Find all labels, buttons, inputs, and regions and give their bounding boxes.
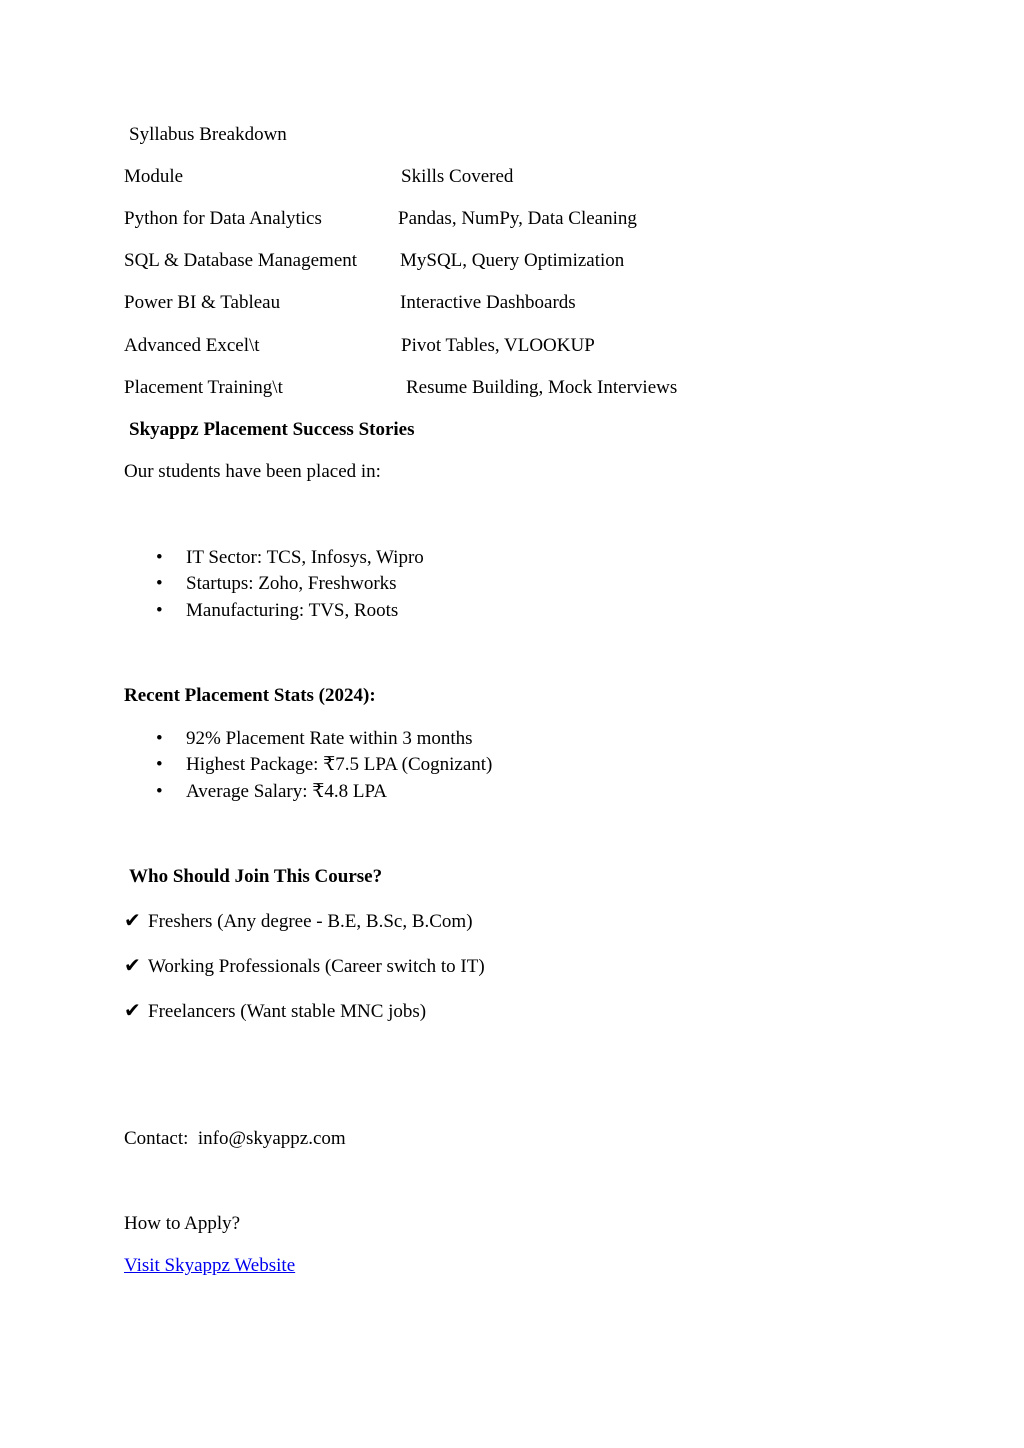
syllabus-row-module: Python for Data Analytics [124,208,322,229]
syllabus-row-skills: Pivot Tables, VLOOKUP [401,335,595,356]
list-item-label: Freelancers (Want stable MNC jobs) [148,1001,427,1022]
checkmark-icon: ✔ [124,953,141,977]
checkmark-icon: ✔ [124,998,141,1022]
syllabus-row-skills: Resume Building, Mock Interviews [406,377,678,398]
syllabus-title: Syllabus Breakdown [129,124,287,145]
visit-website-link[interactable]: Visit Skyappz Website [124,1255,296,1276]
syllabus-row-skills: Pandas, NumPy, Data Cleaning [398,208,637,229]
list-item [124,954,485,978]
syllabus-row-module: Power BI & Tableau [124,292,281,313]
bullet-icon: • [156,728,163,749]
syllabus-header-module: Module [124,166,184,187]
list-item [124,909,473,933]
syllabus-row-module: Advanced Excel\t [124,335,260,356]
list-item-label: Freshers (Any degree - B.E, B.Sc, B.Com) [148,911,473,932]
stats-title: Recent Placement Stats (2024): [124,685,376,706]
bullet-icon: • [156,573,163,594]
list-item: Manufacturing: TVS, Roots [186,600,399,621]
syllabus-row-skills: MySQL, Query Optimization [400,250,625,271]
list-item: Highest Package: ₹7.5 LPA (Cognizant) [186,754,493,775]
list-item: 92% Placement Rate within 3 months [186,728,473,749]
list-item: IT Sector: TCS, Infosys, Wipro [186,547,424,568]
bullet-icon: • [156,547,163,568]
list-item-label: Working Professionals (Career switch to IT) [148,956,485,977]
checkmark-icon: ✔ [124,908,141,932]
syllabus-row-module: SQL & Database Management [124,250,358,271]
list-item: Startups: Zoho, Freshworks [186,573,397,594]
audience-title: Who Should Join This Course? [129,866,383,887]
syllabus-row-module: Placement Training\t [124,377,283,398]
success-intro: Our students have been placed in: [124,461,381,482]
success-title: Skyappz Placement Success Stories [129,419,415,440]
list-item [124,999,426,1023]
syllabus-header-skills: Skills Covered [401,166,514,187]
contact-text: Contact: info@skyappz.com [124,1128,346,1149]
bullet-icon: • [156,781,163,802]
bullet-icon: • [156,754,163,775]
bullet-icon: • [156,600,163,621]
apply-question: How to Apply? [124,1213,241,1234]
list-item: Average Salary: ₹4.8 LPA [186,781,387,802]
syllabus-row-skills: Interactive Dashboards [400,292,576,313]
